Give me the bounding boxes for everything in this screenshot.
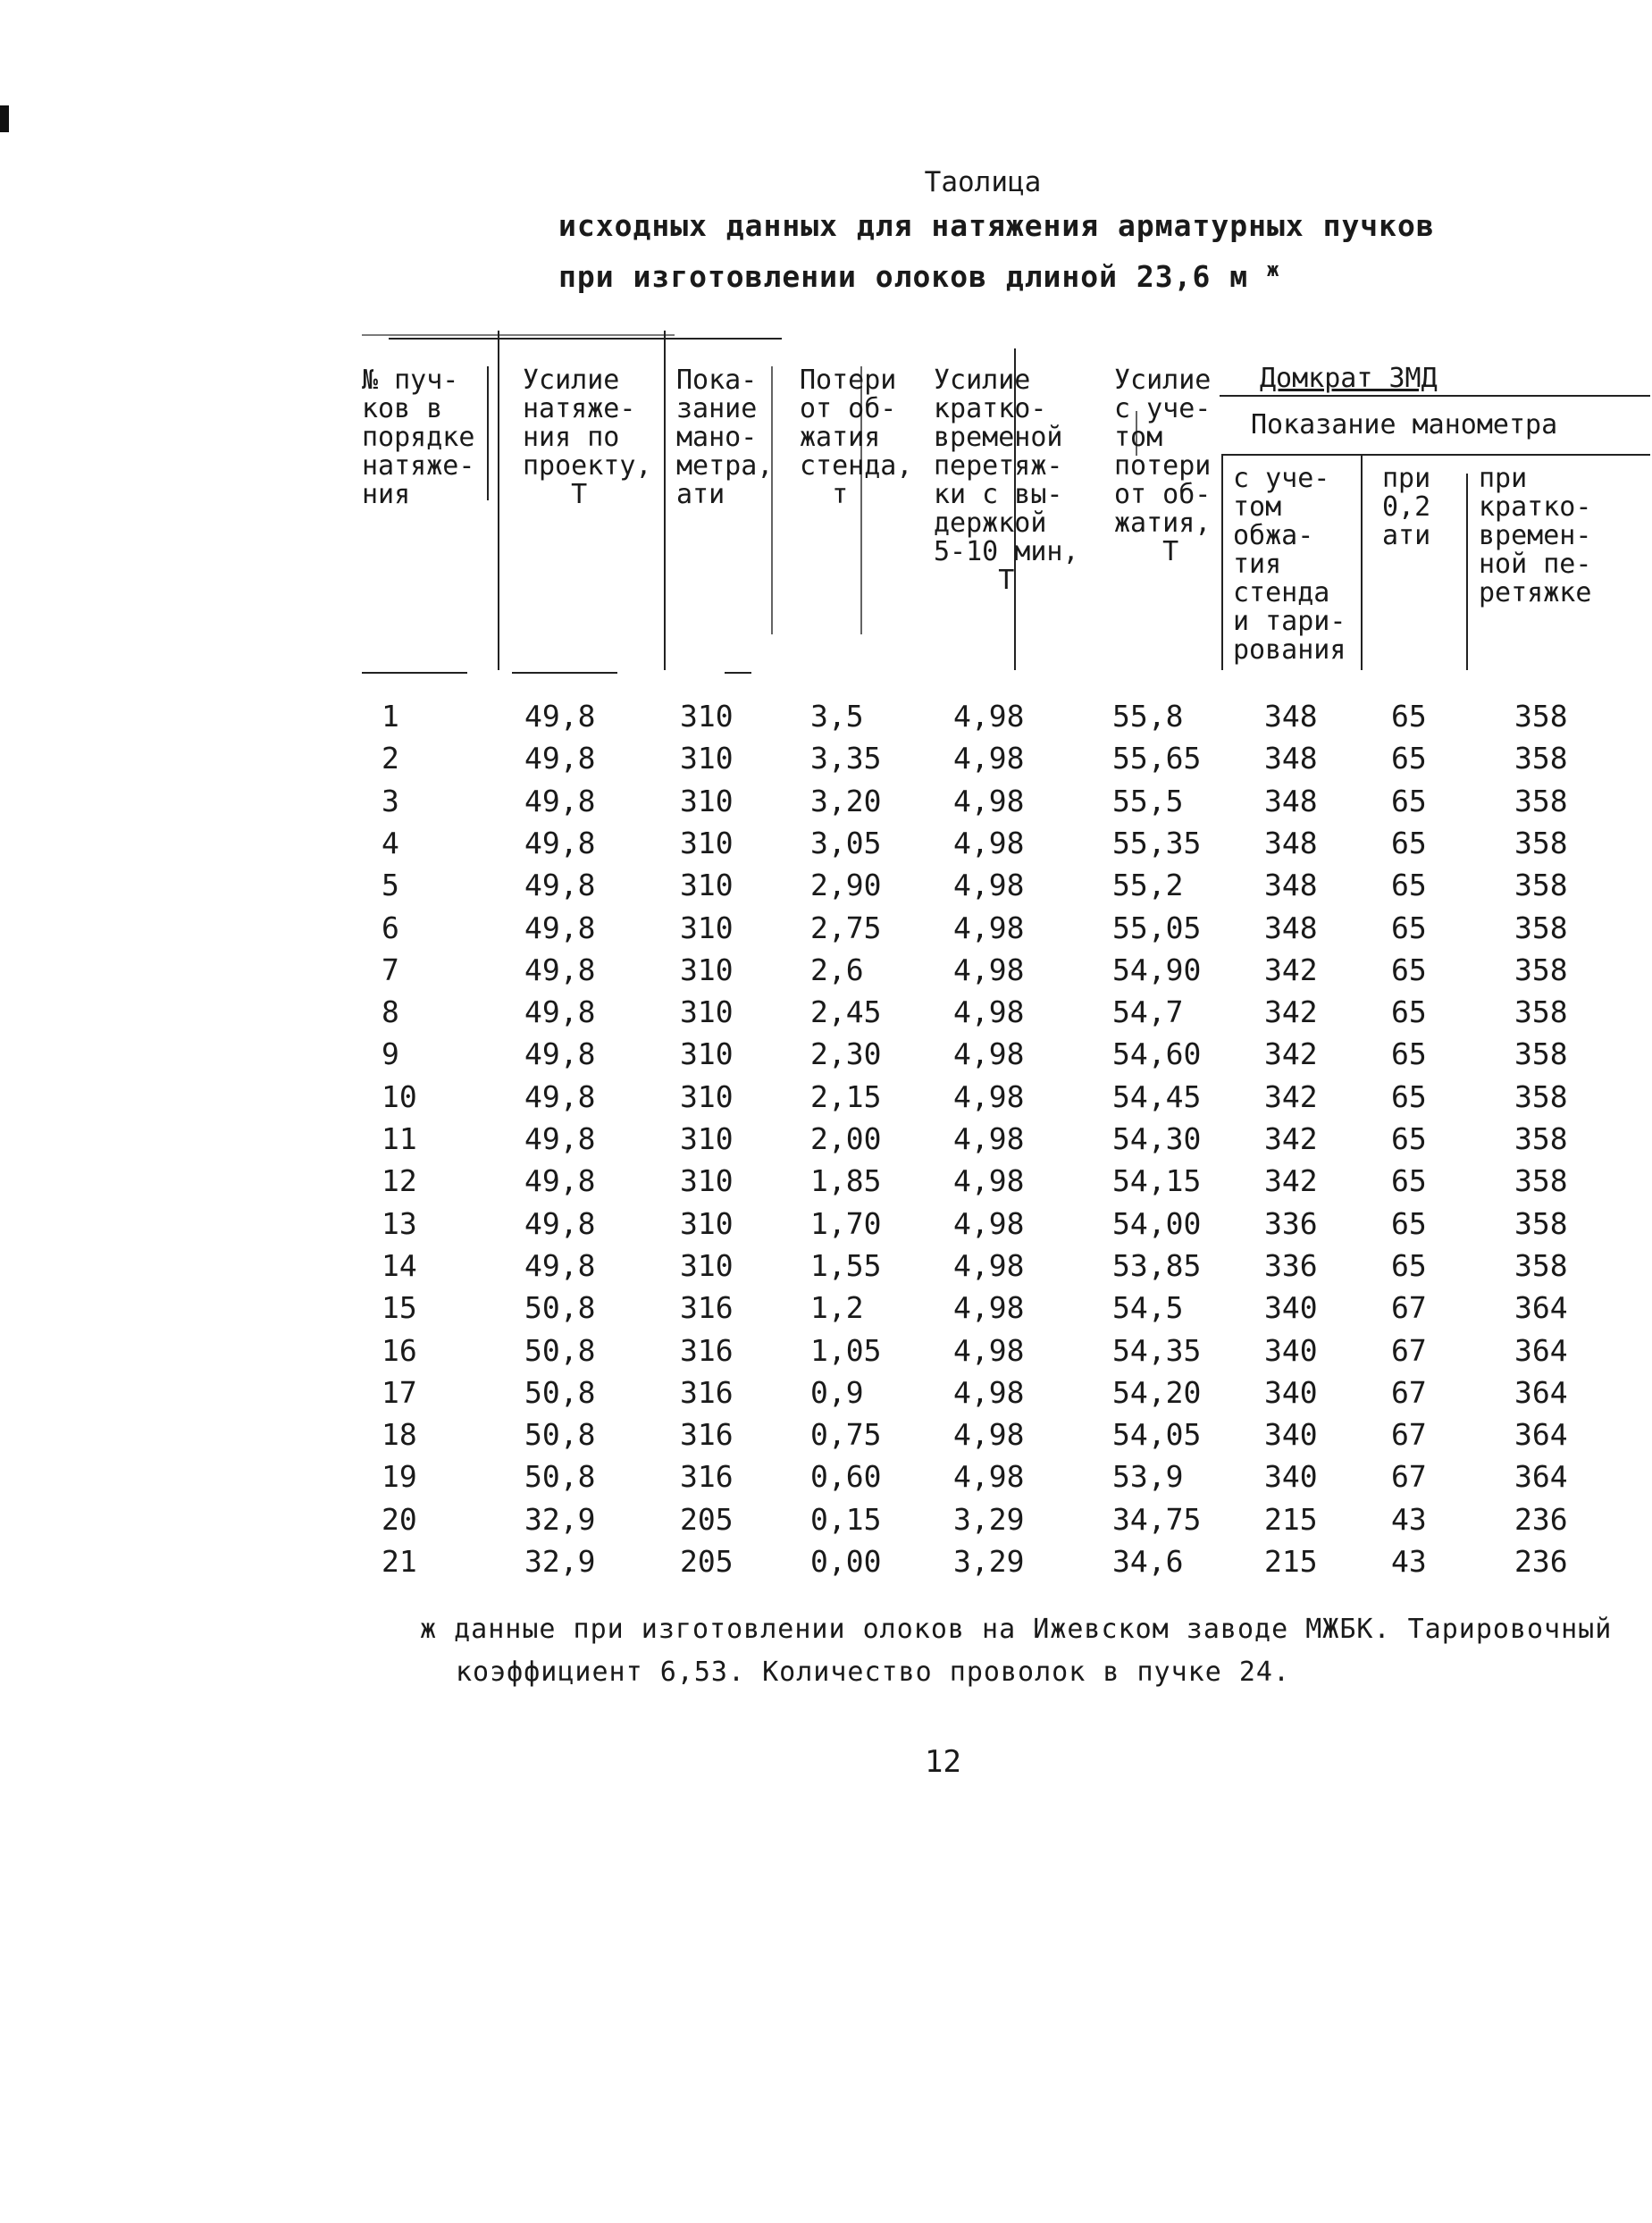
cell-design-force: 49,8 [524, 1205, 596, 1241]
cell-force-with-loss: 54,30 [1112, 1121, 1202, 1156]
cell-gauge-with-tare: 348 [1264, 783, 1318, 818]
cell-bundle-number: 20 [382, 1501, 417, 1537]
cell-design-force: 49,8 [524, 952, 596, 987]
cell-gauge-0-2: 65 [1391, 1163, 1427, 1199]
table-caption: Таолица [924, 166, 1042, 198]
cell-bundle-number: 16 [382, 1332, 417, 1368]
cell-gauge-0-2: 43 [1391, 1501, 1427, 1537]
cell-gauge-with-tare: 342 [1264, 994, 1318, 1030]
cell-compression-loss: 0,9 [810, 1374, 864, 1410]
cell-overtension-force: 4,98 [953, 1121, 1025, 1156]
cell-gauge-overtension: 358 [1514, 741, 1568, 776]
cell-bundle-number: 8 [382, 994, 399, 1030]
cell-force-with-loss: 55,5 [1112, 783, 1184, 818]
cell-gauge-with-tare: 348 [1264, 868, 1318, 903]
footnote-line-1: ж данные при изготовлении олоков на Ижевском заводе МЖБК. Тарировочный [420, 1614, 1613, 1645]
title-line-1: исходных данных для натяжения арматурных пучков [558, 208, 1435, 243]
cell-force-with-loss: 54,20 [1112, 1374, 1202, 1410]
cell-overtension-force: 4,98 [953, 910, 1025, 945]
cell-design-force: 49,8 [524, 1121, 596, 1156]
cell-gauge-with-tare: 342 [1264, 1121, 1318, 1156]
cell-gauge-with-tare: 340 [1264, 1459, 1318, 1495]
cell-gauge-overtension: 364 [1514, 1459, 1568, 1495]
cell-overtension-force: 4,98 [953, 868, 1025, 903]
cell-design-force: 49,8 [524, 741, 596, 776]
cell-force-with-loss: 55,05 [1112, 910, 1202, 945]
cell-gauge-overtension: 358 [1514, 1078, 1568, 1114]
cell-bundle-number: 9 [382, 1036, 399, 1072]
cell-bundle-number: 15 [382, 1290, 417, 1326]
cell-gauge-overtension: 236 [1514, 1544, 1568, 1579]
cell-bundle-number: 4 [382, 825, 399, 860]
cell-force-with-loss: 55,2 [1112, 868, 1184, 903]
cell-overtension-force: 4,98 [953, 1459, 1025, 1495]
cell-force-with-loss: 34,75 [1112, 1501, 1202, 1537]
cell-gauge-with-tare: 348 [1264, 825, 1318, 860]
cell-gauge-reading: 310 [680, 994, 734, 1030]
cell-gauge-overtension: 358 [1514, 1205, 1568, 1241]
cell-compression-loss: 3,35 [810, 741, 882, 776]
cell-gauge-0-2: 65 [1391, 994, 1427, 1030]
cell-gauge-overtension: 364 [1514, 1374, 1568, 1410]
cell-compression-loss: 2,45 [810, 994, 882, 1030]
header-rule-9 [1361, 456, 1363, 670]
header-rule-1 [487, 366, 489, 500]
cell-gauge-reading: 310 [680, 1121, 734, 1156]
cell-compression-loss: 2,00 [810, 1121, 882, 1156]
cell-compression-loss: 2,6 [810, 952, 864, 987]
cell-overtension-force: 4,98 [953, 783, 1025, 818]
cell-overtension-force: 4,98 [953, 994, 1025, 1030]
cell-gauge-reading: 310 [680, 825, 734, 860]
cell-compression-loss: 1,05 [810, 1332, 882, 1368]
cell-gauge-reading: 310 [680, 952, 734, 987]
cell-bundle-number: 1 [382, 699, 399, 734]
cell-gauge-with-tare: 342 [1264, 1163, 1318, 1199]
cell-overtension-force: 4,98 [953, 1036, 1025, 1072]
cell-compression-loss: 2,90 [810, 868, 882, 903]
cell-bundle-number: 14 [382, 1247, 417, 1283]
cell-compression-loss: 3,20 [810, 783, 882, 818]
cell-compression-loss: 2,75 [810, 910, 882, 945]
header-gauge-subgroup: Показание манометра [1251, 409, 1558, 440]
header-bottom-1 [362, 672, 467, 674]
cell-force-with-loss: 34,6 [1112, 1544, 1184, 1579]
cell-gauge-0-2: 65 [1391, 1205, 1427, 1241]
cell-gauge-with-tare: 215 [1264, 1501, 1318, 1537]
footnote-line-2: коэффициент 6,53. Количество проволок в пучке 24. [456, 1657, 1291, 1688]
footnote [420, 1608, 1652, 1694]
cell-gauge-with-tare: 348 [1264, 741, 1318, 776]
table-top-border-2 [362, 334, 675, 336]
cell-gauge-0-2: 65 [1391, 741, 1427, 776]
cell-gauge-with-tare: 336 [1264, 1247, 1318, 1283]
cell-compression-loss: 0,60 [810, 1459, 882, 1495]
header-force-with-loss: Усилие с уче- том потери от об- жатия, Т [1114, 365, 1212, 567]
cell-overtension-force: 4,98 [953, 1332, 1025, 1368]
cell-overtension-force: 4,98 [953, 1374, 1025, 1410]
header-overtension-force: Усилие кратко- временой перетяж- ки с вы- держкой 5-10 мин, Т [934, 365, 1079, 596]
cell-design-force: 49,8 [524, 994, 596, 1030]
cell-design-force: 50,8 [524, 1417, 596, 1453]
cell-bundle-number: 17 [382, 1374, 417, 1410]
cell-gauge-reading: 316 [680, 1459, 734, 1495]
cell-gauge-reading: 316 [680, 1374, 734, 1410]
cell-gauge-overtension: 364 [1514, 1290, 1568, 1326]
cell-gauge-reading: 310 [680, 910, 734, 945]
cell-overtension-force: 4,98 [953, 952, 1025, 987]
table-top-border [389, 338, 782, 340]
cell-gauge-with-tare: 342 [1264, 1078, 1318, 1114]
cell-overtension-force: 4,98 [953, 699, 1025, 734]
footnote-mark: ж [1266, 259, 1280, 281]
cell-compression-loss: 0,75 [810, 1417, 882, 1453]
cell-gauge-reading: 310 [680, 1163, 734, 1199]
cell-gauge-0-2: 65 [1391, 825, 1427, 860]
cell-gauge-reading: 316 [680, 1290, 734, 1326]
cell-gauge-overtension: 358 [1514, 994, 1568, 1030]
cell-gauge-with-tare: 340 [1264, 1417, 1318, 1453]
title-line-2 [558, 248, 1434, 299]
cell-gauge-overtension: 358 [1514, 1163, 1568, 1199]
cell-bundle-number: 13 [382, 1205, 417, 1241]
cell-gauge-0-2: 65 [1391, 1247, 1427, 1283]
cell-compression-loss: 0,00 [810, 1544, 882, 1579]
cell-gauge-reading: 316 [680, 1417, 734, 1453]
cell-overtension-force: 4,98 [953, 825, 1025, 860]
cell-gauge-0-2: 65 [1391, 783, 1427, 818]
cell-gauge-reading: 310 [680, 1205, 734, 1241]
cell-gauge-with-tare: 348 [1264, 910, 1318, 945]
cell-gauge-0-2: 65 [1391, 868, 1427, 903]
cell-gauge-overtension: 358 [1514, 910, 1568, 945]
cell-force-with-loss: 55,65 [1112, 741, 1202, 776]
cell-design-force: 49,8 [524, 910, 596, 945]
cell-compression-loss: 1,55 [810, 1247, 882, 1283]
cell-design-force: 50,8 [524, 1332, 596, 1368]
cell-overtension-force: 4,98 [953, 1205, 1025, 1241]
cell-overtension-force: 3,29 [953, 1501, 1025, 1537]
header-jack-group: Домкрат ЗМД [1260, 363, 1438, 394]
cell-overtension-force: 3,29 [953, 1544, 1025, 1579]
cell-force-with-loss: 54,15 [1112, 1163, 1202, 1199]
cell-overtension-force: 4,98 [953, 1163, 1025, 1199]
subgroup-underline [1221, 454, 1650, 456]
header-compression-loss: Потери от об- жатия стенда, т [800, 365, 913, 510]
cell-force-with-loss: 54,00 [1112, 1205, 1202, 1241]
cell-design-force: 49,8 [524, 1163, 596, 1199]
cell-gauge-overtension: 236 [1514, 1501, 1568, 1537]
cell-force-with-loss: 54,35 [1112, 1332, 1202, 1368]
cell-gauge-reading: 310 [680, 1036, 734, 1072]
cell-gauge-overtension: 358 [1514, 1036, 1568, 1072]
cell-gauge-with-tare: 342 [1264, 952, 1318, 987]
cell-gauge-with-tare: 340 [1264, 1332, 1318, 1368]
cell-gauge-overtension: 358 [1514, 868, 1568, 903]
cell-force-with-loss: 54,7 [1112, 994, 1184, 1030]
cell-bundle-number: 2 [382, 741, 399, 776]
cell-gauge-reading: 310 [680, 868, 734, 903]
cell-design-force: 49,8 [524, 868, 596, 903]
cell-bundle-number: 11 [382, 1121, 417, 1156]
header-bundle-number: № пуч- ков в порядке натяже- ния [362, 365, 475, 510]
cell-force-with-loss: 55,35 [1112, 825, 1202, 860]
cell-force-with-loss: 55,8 [1112, 699, 1184, 734]
cell-bundle-number: 3 [382, 783, 399, 818]
cell-gauge-0-2: 67 [1391, 1374, 1427, 1410]
cell-design-force: 49,8 [524, 825, 596, 860]
header-rule-8 [1221, 456, 1223, 670]
cell-gauge-reading: 310 [680, 699, 734, 734]
cell-gauge-0-2: 43 [1391, 1544, 1427, 1579]
cell-gauge-overtension: 358 [1514, 783, 1568, 818]
cell-gauge-0-2: 67 [1391, 1417, 1427, 1453]
cell-gauge-0-2: 65 [1391, 1078, 1427, 1114]
cell-gauge-reading: 310 [680, 1078, 734, 1114]
cell-force-with-loss: 54,05 [1112, 1417, 1202, 1453]
header-gauge-reading: Пока- зание мано- метра, ати [676, 365, 774, 510]
cell-gauge-with-tare: 215 [1264, 1544, 1318, 1579]
cell-compression-loss: 1,85 [810, 1163, 882, 1199]
cell-force-with-loss: 54,5 [1112, 1290, 1184, 1326]
cell-force-with-loss: 54,60 [1112, 1036, 1202, 1072]
cell-design-force: 50,8 [524, 1459, 596, 1495]
cell-gauge-with-tare: 340 [1264, 1290, 1318, 1326]
group-underline [1220, 395, 1650, 397]
cell-force-with-loss: 54,45 [1112, 1078, 1202, 1114]
cell-design-force: 32,9 [524, 1501, 596, 1537]
page-number: 12 [925, 1744, 961, 1780]
cell-overtension-force: 4,98 [953, 1290, 1025, 1326]
cell-overtension-force: 4,98 [953, 1247, 1025, 1283]
cell-gauge-reading: 205 [680, 1544, 734, 1579]
header-bottom-3 [725, 672, 751, 674]
cell-compression-loss: 2,15 [810, 1078, 882, 1114]
cell-bundle-number: 6 [382, 910, 399, 945]
cell-gauge-overtension: 358 [1514, 825, 1568, 860]
cell-gauge-0-2: 65 [1391, 952, 1427, 987]
cell-force-with-loss: 53,9 [1112, 1459, 1184, 1495]
cell-bundle-number: 10 [382, 1078, 417, 1114]
cell-compression-loss: 3,05 [810, 825, 882, 860]
cell-gauge-reading: 310 [680, 1247, 734, 1283]
cell-design-force: 50,8 [524, 1290, 596, 1326]
title-line-2-text: при изготовлении олоков длиной 23,6 м [558, 259, 1249, 294]
cell-design-force: 49,8 [524, 699, 596, 734]
cell-bundle-number: 7 [382, 952, 399, 987]
cell-gauge-0-2: 67 [1391, 1459, 1427, 1495]
cell-compression-loss: 2,30 [810, 1036, 882, 1072]
cell-overtension-force: 4,98 [953, 741, 1025, 776]
cell-compression-loss: 3,5 [810, 699, 864, 734]
cell-gauge-overtension: 358 [1514, 699, 1568, 734]
cell-gauge-reading: 316 [680, 1332, 734, 1368]
cell-gauge-with-tare: 348 [1264, 699, 1318, 734]
cell-compression-loss: 0,15 [810, 1501, 882, 1537]
cell-gauge-overtension: 364 [1514, 1417, 1568, 1453]
cell-gauge-overtension: 358 [1514, 1121, 1568, 1156]
cell-design-force: 49,8 [524, 1247, 596, 1283]
cell-gauge-reading: 310 [680, 741, 734, 776]
cell-design-force: 50,8 [524, 1374, 596, 1410]
cell-gauge-with-tare: 336 [1264, 1205, 1318, 1241]
header-rule-10 [1466, 474, 1468, 670]
cell-gauge-0-2: 65 [1391, 1036, 1427, 1072]
cell-design-force: 49,8 [524, 783, 596, 818]
cell-gauge-0-2: 65 [1391, 910, 1427, 945]
header-bottom-2 [512, 672, 617, 674]
header-gauge-overtension: при кратко- времен- ной пе- ретяжке [1479, 463, 1592, 608]
cell-gauge-overtension: 358 [1514, 952, 1568, 987]
cell-gauge-overtension: 358 [1514, 1247, 1568, 1283]
cell-compression-loss: 1,2 [810, 1290, 864, 1326]
cell-force-with-loss: 53,85 [1112, 1247, 1202, 1283]
data-table [362, 331, 1652, 1579]
cell-gauge-0-2: 65 [1391, 1121, 1427, 1156]
cell-compression-loss: 1,70 [810, 1205, 882, 1241]
cell-bundle-number: 18 [382, 1417, 417, 1453]
cell-design-force: 32,9 [524, 1544, 596, 1579]
cell-gauge-overtension: 364 [1514, 1332, 1568, 1368]
cell-bundle-number: 12 [382, 1163, 417, 1199]
cell-gauge-reading: 205 [680, 1501, 734, 1537]
cell-overtension-force: 4,98 [953, 1417, 1025, 1453]
cell-gauge-0-2: 67 [1391, 1290, 1427, 1326]
cell-gauge-with-tare: 342 [1264, 1036, 1318, 1072]
cell-gauge-with-tare: 340 [1264, 1374, 1318, 1410]
cell-design-force: 49,8 [524, 1078, 596, 1114]
scan-mark [0, 105, 9, 132]
cell-bundle-number: 21 [382, 1544, 417, 1579]
header-gauge-with-tare: с уче- том обжа- тия стенда и тари- рования [1233, 463, 1346, 666]
cell-force-with-loss: 54,90 [1112, 952, 1202, 987]
cell-gauge-reading: 310 [680, 783, 734, 818]
header-rule-3 [664, 331, 666, 670]
header-gauge-0-2: при 0,2 ати [1382, 463, 1431, 551]
table-title-block [558, 166, 1434, 299]
header-design-force: Усилие натяже- ния по проекту, Т [523, 365, 652, 510]
cell-gauge-0-2: 65 [1391, 699, 1427, 734]
header-rule-2 [498, 331, 499, 670]
cell-bundle-number: 5 [382, 868, 399, 903]
cell-gauge-0-2: 67 [1391, 1332, 1427, 1368]
cell-design-force: 49,8 [524, 1036, 596, 1072]
cell-bundle-number: 19 [382, 1459, 417, 1495]
cell-overtension-force: 4,98 [953, 1078, 1025, 1114]
